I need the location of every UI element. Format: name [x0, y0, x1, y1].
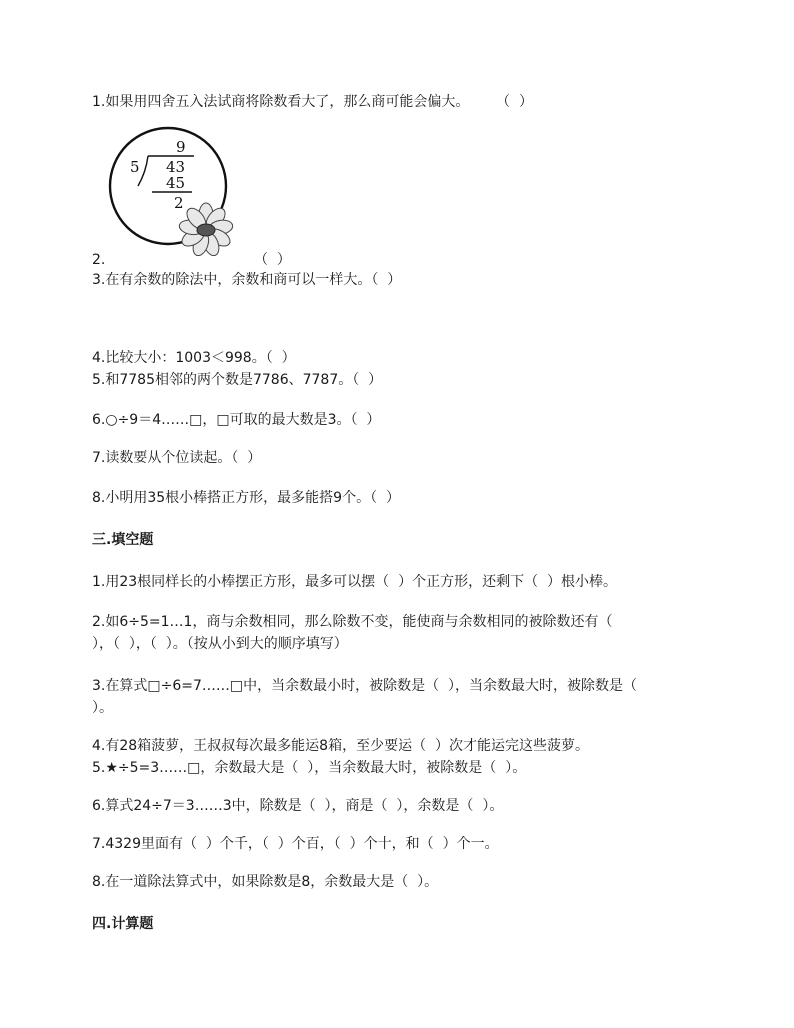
- division-illustration: [108, 126, 248, 256]
- judge-question-2-number: 2.: [92, 252, 106, 268]
- dividend-number: 43: [166, 158, 186, 176]
- judge-question-8: 8.小明用35根小棒搭正方形，最多能搭9个。（ ）: [92, 490, 400, 506]
- judge-question-2-blank: （ ）: [254, 252, 291, 268]
- fill-question-8: 8.在一道除法算式中，如果除数是8，余数最大是（ ）。: [92, 874, 439, 890]
- fill-question-4: 4.有28箱菠萝，王叔叔每次最多能运8箱，至少要运（ ）次才能运完这些菠萝。: [92, 738, 589, 754]
- calculation-section-heading: 四.计算题: [92, 916, 154, 932]
- flower-icon: [178, 203, 234, 256]
- fill-question-3-line-1: 3.在算式□÷6=7……□中，当余数最小时，被除数是（ ），当余数最大时，被除数是（: [92, 678, 637, 694]
- division-figure: [108, 126, 248, 256]
- judge-question-4: 4.比较大小：1003＜998。（ ）: [92, 350, 296, 366]
- fill-question-6: 6.算式24÷7＝3……3中，除数是（ ），商是（ ），余数是（ ）。: [92, 798, 504, 814]
- judge-question-5: 5.和7785相邻的两个数是7786、7787。（ ）: [92, 372, 383, 388]
- fill-question-7: 7.4329里面有（ ）个千，（ ）个百，（ ）个十，和（ ）个一。: [92, 836, 499, 852]
- quotient-digit: 9: [176, 138, 186, 156]
- divisor-digit: 5: [130, 158, 140, 176]
- product-number: 45: [166, 174, 186, 192]
- judge-question-6: 6.○÷9＝4……□，□可取的最大数是3。（ ）: [92, 412, 381, 428]
- judge-question-7: 7.读数要从个位读起。（ ）: [92, 450, 262, 466]
- fill-question-2-line-2: ），（ ），（ ）。（按从小到大的顺序填写）: [92, 636, 348, 652]
- fill-question-1: 1.用23根同样长的小棒摆正方形，最多可以摆（ ）个正方形，还剩下（ ）根小棒。: [92, 574, 617, 590]
- fill-question-3-line-2: ）。: [92, 700, 113, 716]
- fill-question-2-line-1: 2.如6÷5=1…1，商与余数相同，那么除数不变，能使商与余数相同的被除数还有（: [92, 614, 613, 630]
- fill-question-5: 5.★÷5=3……□，余数最大是（ ），当余数最大时，被除数是（ ）。: [92, 760, 527, 776]
- judge-question-3: 3.在有余数的除法中，余数和商可以一样大。（ ）: [92, 272, 402, 288]
- remainder-digit: 2: [174, 194, 184, 212]
- judge-question-1: 1.如果用四舍五入法试商将除数看大了，那么商可能会偏大。 （ ）: [92, 94, 533, 110]
- fill-in-section-heading: 三.填空题: [92, 532, 154, 548]
